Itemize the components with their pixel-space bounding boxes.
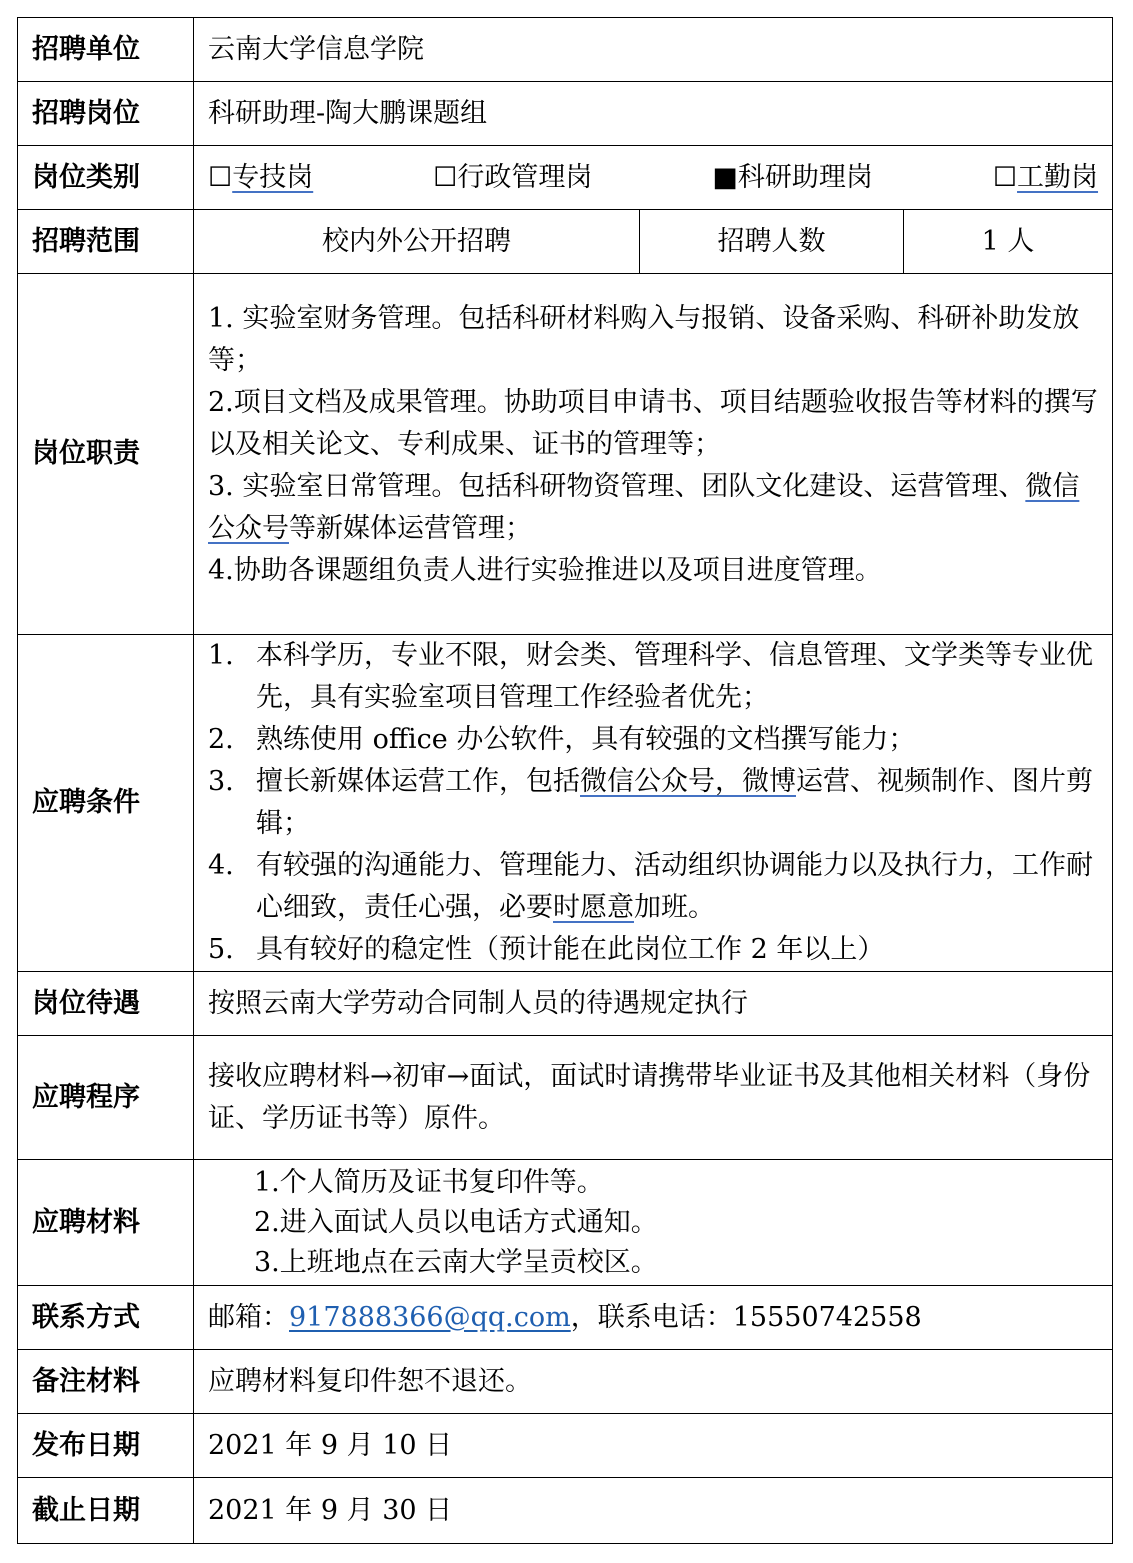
option-label: 工勤岗: [1017, 161, 1099, 193]
value-publish-date: 2021 年 9 月 10 日: [194, 1414, 1113, 1478]
row-materials: [18, 1160, 1113, 1286]
category-options: [194, 146, 1113, 210]
value-materials: [194, 1160, 1113, 1286]
option-logistics[interactable]: [993, 157, 1098, 199]
option-label: 科研助理岗: [737, 161, 873, 193]
requirement-item: 4. 有较强的沟通能力、管理能力、活动组织协调能力以及执行力，工作耐心细致，责任心强，必要时愿意加班。: [208, 850, 1093, 923]
checkbox-checked-icon[interactable]: ■: [712, 161, 738, 193]
value-unit: 云南大学信息学院: [194, 18, 1113, 82]
material-item: 1.个人简历及证书复印件等。: [254, 1166, 604, 1198]
requirement-item: 2. 熟练使用 office 办公软件，具有较强的文档撰写能力；: [208, 724, 916, 755]
value-deadline: 2021 年 9 月 30 日: [194, 1478, 1113, 1544]
row-position: [18, 82, 1113, 146]
value-duties: [194, 274, 1113, 635]
option-research-assistant[interactable]: [712, 157, 873, 199]
duty-item: 1. 实验室财务管理。包括科研材料购入与报销、设备采购、科研补助发放等；: [208, 303, 1080, 376]
label-contact: 联系方式: [18, 1286, 194, 1350]
row-treatment: [18, 972, 1113, 1036]
duty-item: 4.协助各课题组负责人进行实验推进以及项目进度管理。: [208, 555, 882, 586]
label-procedure: 应聘程序: [18, 1036, 194, 1160]
material-item: 2.进入面试人员以电话方式通知。: [254, 1206, 658, 1238]
label-unit: 招聘单位: [18, 18, 194, 82]
label-materials: 应聘材料: [18, 1160, 194, 1286]
value-headcount: 1 人: [904, 210, 1113, 274]
checkbox-unchecked-icon[interactable]: ☐: [992, 161, 1018, 193]
value-position: 科研助理-陶大鹏课题组: [194, 82, 1113, 146]
row-remarks: [18, 1350, 1113, 1414]
recruitment-table: [17, 17, 1113, 1544]
requirement-item: 1. 本科学历，专业不限，财会类、管理科学、信息管理、文学类等专业优先，具有实验室项目管理工作经验者优先；: [208, 640, 1093, 713]
label-position: 招聘岗位: [18, 82, 194, 146]
wechat-official-account-link: 微信公众号: [208, 471, 1080, 544]
value-procedure: 接收应聘材料→初审→面试，面试时请携带毕业证书及其他相关材料（身份证、学历证书等）原件。: [194, 1036, 1113, 1160]
label-headcount: 招聘人数: [640, 210, 904, 274]
row-category: [18, 146, 1113, 210]
value-remarks: 应聘材料复印件恕不退还。: [194, 1350, 1113, 1414]
duty-item: 3. 实验室日常管理。包括科研物资管理、团队文化建设、运营管理、微信公众号等新媒体运营管理；: [208, 471, 1080, 544]
label-remarks: 备注材料: [18, 1350, 194, 1414]
duty-item: 2.项目文档及成果管理。协助项目申请书、项目结题验收报告等材料的撰写以及相关论文、专利成果、证书的管理等；: [208, 387, 1098, 460]
option-label: 专技岗: [232, 161, 314, 193]
label-treatment: 岗位待遇: [18, 972, 194, 1036]
label-scope: 招聘范围: [18, 210, 194, 274]
requirement-item: 5. 具有较好的稳定性（预计能在此岗位工作 2 年以上）: [208, 934, 885, 965]
email-link[interactable]: 917888366@qq.com: [289, 1301, 571, 1333]
requirement-item: 3. 擅长新媒体运营工作，包括微信公众号，微博运营、视频制作、图片剪辑；: [208, 766, 1093, 839]
row-publish-date: [18, 1414, 1113, 1478]
row-requirements: [18, 635, 1113, 972]
material-item: 3.上班地点在云南大学呈贡校区。: [254, 1246, 658, 1278]
row-scope: [18, 210, 1113, 274]
value-scope: 校内外公开招聘: [194, 210, 640, 274]
row-procedure: [18, 1036, 1113, 1160]
email-label: 邮箱：: [208, 1301, 289, 1333]
row-duties: [18, 274, 1113, 635]
label-publish-date: 发布日期: [18, 1414, 194, 1478]
option-administration[interactable]: [433, 157, 592, 199]
row-contact: [18, 1286, 1113, 1350]
label-requirements: 应聘条件: [18, 635, 194, 972]
row-unit: [18, 18, 1113, 82]
value-contact: [194, 1286, 1113, 1350]
value-treatment: 按照云南大学劳动合同制人员的待遇规定执行: [194, 972, 1113, 1036]
row-deadline: [18, 1478, 1113, 1544]
checkbox-unchecked-icon[interactable]: ☐: [433, 161, 458, 193]
phone-label: ，联系电话：: [570, 1301, 733, 1333]
value-requirements: [194, 635, 1113, 972]
label-category: 岗位类别: [18, 146, 194, 210]
option-label: 行政管理岗: [457, 161, 593, 193]
label-duties: 岗位职责: [18, 274, 194, 635]
phone-number: 15550742558: [732, 1301, 922, 1333]
checkbox-unchecked-icon[interactable]: ☐: [208, 161, 233, 193]
option-professional-tech[interactable]: [208, 157, 313, 199]
label-deadline: 截止日期: [18, 1478, 194, 1544]
